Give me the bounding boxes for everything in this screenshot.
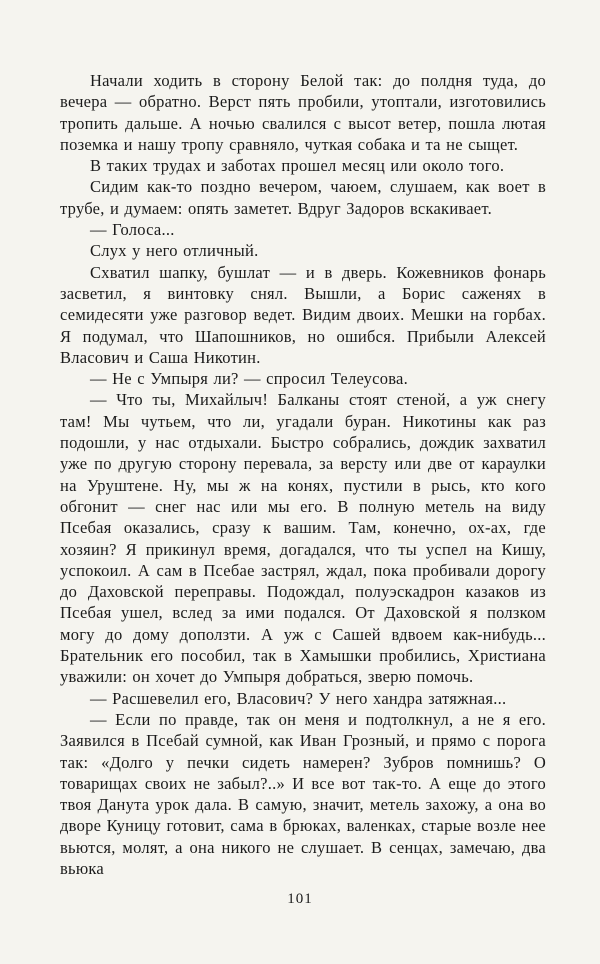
paragraph: Слух у него отличный. (90, 241, 259, 261)
paragraph: Начали ходить в сторону Белой так: до полдня туда, до вечера — обратно. Верст пять пробили, утоптали, изготовились тропить дальше. А ночью свалился с высот ветер, пошла лютая поземка и нашу тропу сравняло, чуткая собака и та не сыщет. (60, 71, 546, 154)
paragraph: — Что ты, Михайлыч! Балканы стоят стеной, а уж снегу там! Мы чутьем, что ли, угадали буран. Никотины как раз подошли, у нас отдыхали. Быстро собрались, дождик захватил уже по другую сторону перевала, за версту или две от караулки на Уруштене. Ну, мы ж на конях, пустили в рысь, кто кого обгонит — снег нас или мы его. В полную метель на виду Псебая оказались, сразу к вашим. Там, конечно, ох-ах, где хозяин? Я прикинул время, догадался, что ты успел на Кишу, успокоил. А сам в Псебае застрял, ждал, пока пробивали дорогу до Даховской переправы. Подождал, полуэскадрон казаков из Псебая ушел, вслед за ими подался. От Даховской я ползком могу до дому доползти. А уж с Сашей вдвоем как-нибудь... Брательник его пособил, так в Хамышки пробились, Христиана уважили: он хочет до Умпыря добраться, зверю помочь. (60, 390, 546, 687)
paragraph: — Не с Умпыря ли? — спросил Телеусова. (90, 369, 408, 389)
paragraph: Сидим как-то поздно вечером, чаюем, слушаем, как воет в трубе, и думаем: опять заметет. Вдруг Задоров вскакивает. (60, 177, 546, 218)
page-number: 101 (287, 891, 313, 907)
book-page (60, 70, 546, 879)
paragraph: Схватил шапку, бушлат — и в дверь. Кожевников фонарь засветил, я винтовку снял. Вышли, а Борис саженях в семидесяти уже разговор ведет. Видим двоих. Мешки на горбах. Я подумал, что Шапошников, но ошибся. Прибыли Алексей Власович и Саша Никотин. (60, 262, 546, 367)
paragraph: В таких трудах и заботах прошел месяц или около того. (90, 156, 505, 176)
paragraph: — Голоса... (90, 220, 175, 240)
paragraph: — Если по правде, так он меня и подтолкнул, а не я его. Заявился в Псебай сумной, как Иван Грозный, и прямо с порога так: «Долго у печки сидеть намерен? Зубров помнишь? О товарищах своих не забыл?..» И все вот так-то. А еще до этого твоя Данута урок дала. В самую, значит, метель захожу, а она во дворе Куницу готовит, сама в брюках, валенках, старые возле нее вьются, молят, а она никого не слушает. В сенцах, замечаю, два вьюка (60, 709, 546, 878)
paragraph: — Расшевелил его, Власович? У него хандра затяжная... (90, 688, 507, 708)
